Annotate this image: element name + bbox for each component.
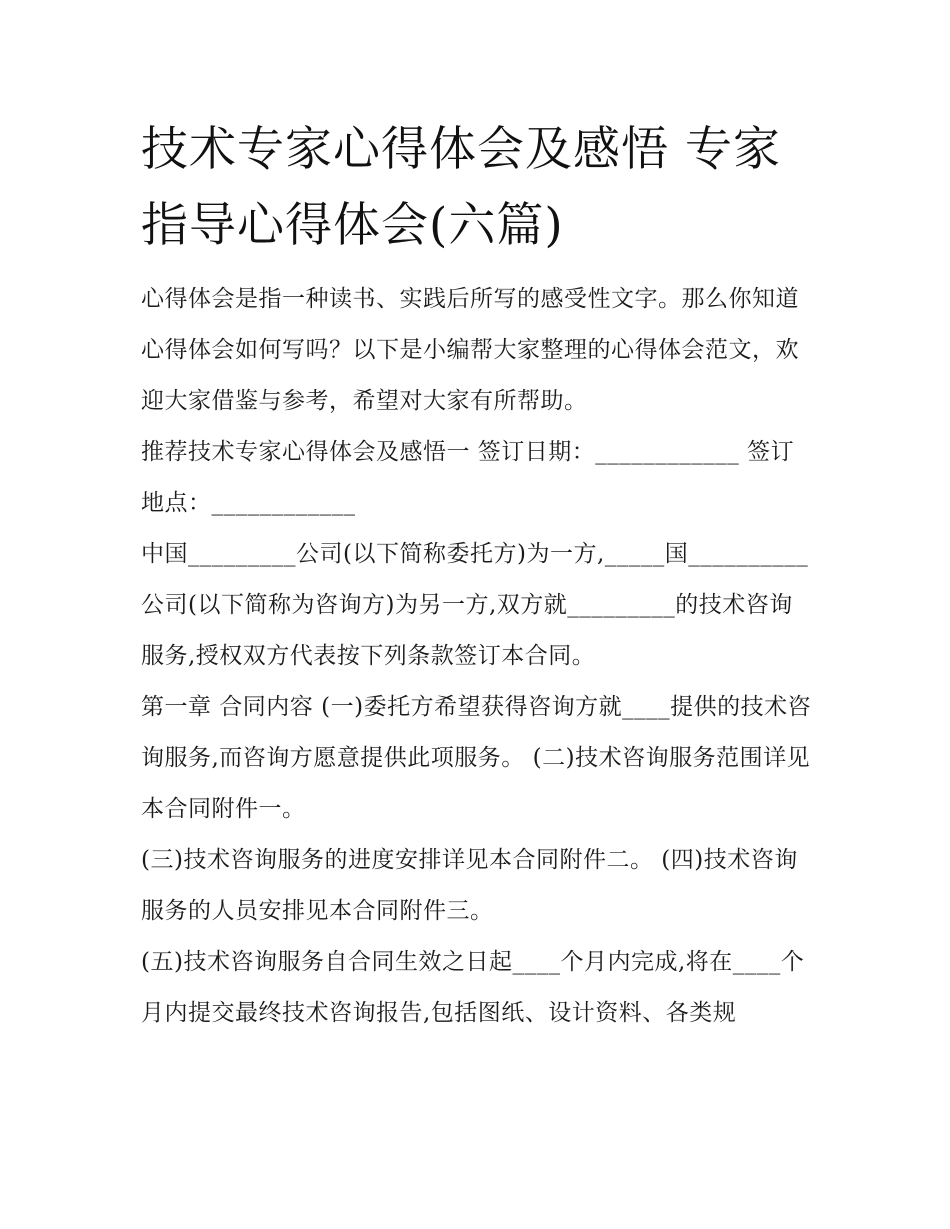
paragraph-schedule: (三)技术咨询服务的进度安排详见本合同附件二。 (四)技术咨询服务的人员安排见本合同附件三。 <box>141 847 798 924</box>
paragraph-completion: (五)技术咨询服务自合同生效之日起____个月内完成,将在____个月内提交最终技术咨询报告,包括图纸、设计资料、各类规 <box>141 949 805 1026</box>
paragraph-chapter-one: 第一章 合同内容 (一)委托方希望获得咨询方就____提供的技术咨询服务,而咨询方愿意提供此项服务。 (二)技术咨询服务范围详见本合同附件一。 <box>141 694 812 822</box>
document-body <box>141 112 813 1039</box>
paragraph-intro: 心得体会是指一种读书、实践后所写的感受性文字。那么你知道心得体会如何写吗？以下是小编帮大家整理的心得体会范文，欢迎大家借鉴与参考，希望对大家有所帮助。 <box>141 286 799 414</box>
document-title: 技术专家心得体会及感悟 专家指导心得体会(六篇) <box>141 122 781 253</box>
paragraph-signing-info: 推荐技术专家心得体会及感悟一 签订日期：____________ 签订地点：____________ <box>141 439 795 516</box>
paragraph-parties: 中国_________公司(以下简称委托方)为一方,_____国__________公司(以下简称为咨询方)为另一方,双方就_________的技术咨询服务,授权双方代表按下列条款签订本合同。 <box>141 541 809 669</box>
